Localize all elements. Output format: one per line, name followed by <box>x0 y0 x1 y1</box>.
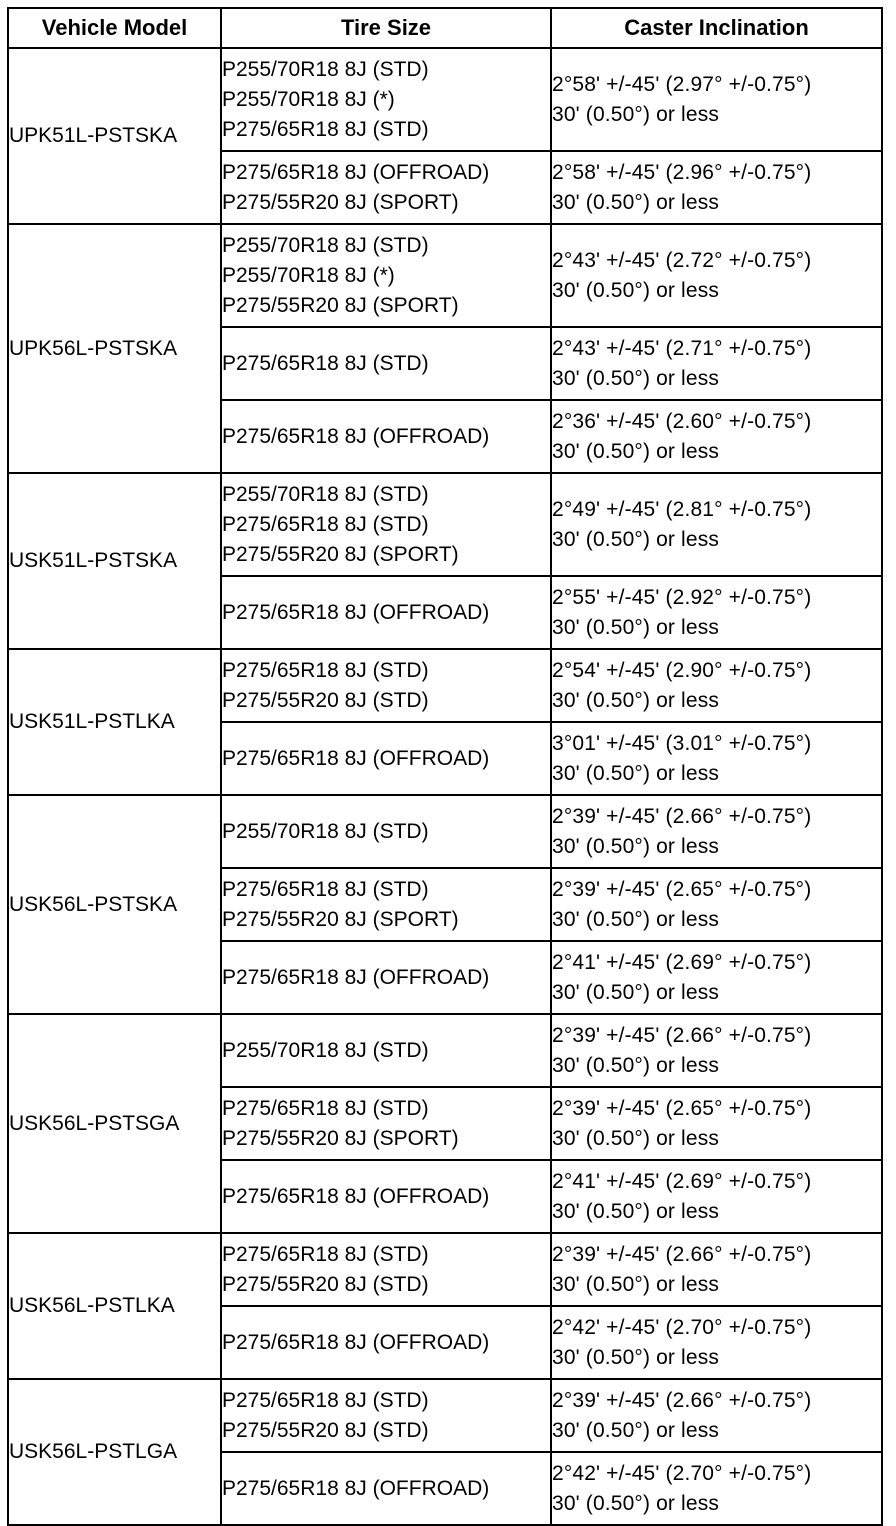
caster-angle-text: 2°39' +/-45' (2.65° +/-0.75°) <box>552 1096 812 1120</box>
caster-inclination-cell <box>551 400 882 473</box>
tire-size-cell <box>221 795 551 868</box>
table-row <box>8 1233 882 1306</box>
tire-size-text: P275/65R18 8J (STD) <box>222 877 429 901</box>
tire-size-cell <box>221 400 551 473</box>
tire-size-text: P255/70R18 8J (STD) <box>222 233 429 257</box>
tire-size-text: P275/65R18 8J (STD) <box>222 351 429 375</box>
tire-size-text: P275/65R18 8J (OFFROAD) <box>222 965 490 989</box>
tire-size-text: P255/70R18 8J (*) <box>222 87 395 111</box>
caster-inclination-cell <box>551 1087 882 1160</box>
caster-inclination-cell <box>551 473 882 576</box>
caster-angle-text: 2°36' +/-45' (2.60° +/-0.75°) <box>552 409 812 433</box>
caster-spec-table <box>7 7 883 1526</box>
tire-size-cell <box>221 1160 551 1233</box>
tire-size-text: P275/55R20 8J (STD) <box>222 1272 429 1296</box>
caster-tolerance-text: 30' (0.50°) or less <box>552 1491 719 1515</box>
table-row <box>8 795 882 868</box>
caster-inclination-cell <box>551 327 882 400</box>
tire-size-text: P275/65R18 8J (STD) <box>222 117 429 141</box>
caster-angle-text: 2°43' +/-45' (2.71° +/-0.75°) <box>552 336 812 360</box>
caster-inclination-cell <box>551 1233 882 1306</box>
tire-size-cell <box>221 1379 551 1452</box>
tire-size-cell <box>221 941 551 1014</box>
caster-tolerance-text: 30' (0.50°) or less <box>552 527 719 551</box>
caster-tolerance-text: 30' (0.50°) or less <box>552 980 719 1004</box>
tire-size-cell <box>221 48 551 151</box>
vehicle-model-cell: USK56L-PSTLKA <box>8 1233 221 1379</box>
caster-tolerance-text: 30' (0.50°) or less <box>552 615 719 639</box>
table-row <box>8 48 882 151</box>
tire-size-text: P275/65R18 8J (OFFROAD) <box>222 600 490 624</box>
tire-size-text: P255/70R18 8J (STD) <box>222 1038 429 1062</box>
caster-tolerance-text: 30' (0.50°) or less <box>552 688 719 712</box>
table-row <box>8 649 882 722</box>
tire-size-text: P275/55R20 8J (SPORT) <box>222 907 459 931</box>
tire-size-cell <box>221 576 551 649</box>
caster-tolerance-text: 30' (0.50°) or less <box>552 1199 719 1223</box>
vehicle-model-cell: UPK51L-PSTSKA <box>8 48 221 224</box>
caster-inclination-cell <box>551 48 882 151</box>
caster-angle-text: 2°39' +/-45' (2.66° +/-0.75°) <box>552 804 812 828</box>
tire-size-text: P275/65R18 8J (OFFROAD) <box>222 160 490 184</box>
vehicle-model-cell: USK56L-PSTSGA <box>8 1014 221 1233</box>
tire-size-text: P275/65R18 8J (OFFROAD) <box>222 1476 490 1500</box>
caster-tolerance-text: 30' (0.50°) or less <box>552 1345 719 1369</box>
header-tire-size: Tire Size <box>221 8 551 48</box>
caster-angle-text: 2°58' +/-45' (2.97° +/-0.75°) <box>552 72 812 96</box>
tire-size-text: P275/55R20 8J (STD) <box>222 688 429 712</box>
tire-size-text: P275/65R18 8J (OFFROAD) <box>222 424 490 448</box>
tire-size-text: P255/70R18 8J (STD) <box>222 819 429 843</box>
table-row <box>8 1014 882 1087</box>
header-vehicle-model: Vehicle Model <box>8 8 221 48</box>
caster-angle-text: 2°55' +/-45' (2.92° +/-0.75°) <box>552 585 812 609</box>
caster-tolerance-text: 30' (0.50°) or less <box>552 1272 719 1296</box>
tire-size-cell <box>221 224 551 327</box>
tire-size-cell <box>221 327 551 400</box>
caster-inclination-cell <box>551 1452 882 1525</box>
caster-tolerance-text: 30' (0.50°) or less <box>552 1053 719 1077</box>
tire-size-text: P275/65R18 8J (STD) <box>222 1096 429 1120</box>
caster-tolerance-text: 30' (0.50°) or less <box>552 1418 719 1442</box>
tire-size-cell <box>221 868 551 941</box>
caster-angle-text: 2°41' +/-45' (2.69° +/-0.75°) <box>552 1169 812 1193</box>
caster-angle-text: 2°42' +/-45' (2.70° +/-0.75°) <box>552 1461 812 1485</box>
tire-size-text: P255/70R18 8J (STD) <box>222 482 429 506</box>
tire-size-cell <box>221 722 551 795</box>
tire-size-cell <box>221 473 551 576</box>
caster-inclination-cell <box>551 1306 882 1379</box>
caster-tolerance-text: 30' (0.50°) or less <box>552 761 719 785</box>
tire-size-text: P275/55R20 8J (SPORT) <box>222 542 459 566</box>
tire-size-text: P255/70R18 8J (*) <box>222 263 395 287</box>
caster-angle-text: 2°41' +/-45' (2.69° +/-0.75°) <box>552 950 812 974</box>
tire-size-cell <box>221 1306 551 1379</box>
caster-inclination-cell <box>551 941 882 1014</box>
caster-angle-text: 2°58' +/-45' (2.96° +/-0.75°) <box>552 160 812 184</box>
tire-size-text: P275/65R18 8J (STD) <box>222 512 429 536</box>
caster-tolerance-text: 30' (0.50°) or less <box>552 278 719 302</box>
tire-size-text: P275/65R18 8J (OFFROAD) <box>222 1330 490 1354</box>
vehicle-model-cell: USK51L-PSTLKA <box>8 649 221 795</box>
tire-size-cell <box>221 151 551 224</box>
caster-inclination-cell <box>551 576 882 649</box>
tire-size-cell <box>221 649 551 722</box>
tire-size-text: P275/65R18 8J (STD) <box>222 1388 429 1412</box>
caster-angle-text: 2°49' +/-45' (2.81° +/-0.75°) <box>552 497 812 521</box>
caster-tolerance-text: 30' (0.50°) or less <box>552 1126 719 1150</box>
caster-angle-text: 2°42' +/-45' (2.70° +/-0.75°) <box>552 1315 812 1339</box>
caster-tolerance-text: 30' (0.50°) or less <box>552 102 719 126</box>
table-row <box>8 224 882 327</box>
tire-size-cell <box>221 1014 551 1087</box>
caster-inclination-cell <box>551 1160 882 1233</box>
caster-angle-text: 3°01' +/-45' (3.01° +/-0.75°) <box>552 731 812 755</box>
caster-angle-text: 2°39' +/-45' (2.65° +/-0.75°) <box>552 877 812 901</box>
header-row <box>8 8 882 48</box>
tire-size-cell <box>221 1087 551 1160</box>
caster-inclination-cell <box>551 1379 882 1452</box>
caster-angle-text: 2°39' +/-45' (2.66° +/-0.75°) <box>552 1023 812 1047</box>
tire-size-text: P275/65R18 8J (OFFROAD) <box>222 746 490 770</box>
tire-size-cell <box>221 1233 551 1306</box>
caster-angle-text: 2°54' +/-45' (2.90° +/-0.75°) <box>552 658 812 682</box>
vehicle-model-cell: USK56L-PSTLGA <box>8 1379 221 1525</box>
tire-size-text: P275/55R20 8J (SPORT) <box>222 293 459 317</box>
tire-size-text: P275/55R20 8J (SPORT) <box>222 190 459 214</box>
caster-tolerance-text: 30' (0.50°) or less <box>552 439 719 463</box>
table-row <box>8 473 882 576</box>
tire-size-text: P275/55R20 8J (SPORT) <box>222 1126 459 1150</box>
caster-inclination-cell <box>551 868 882 941</box>
caster-angle-text: 2°39' +/-45' (2.66° +/-0.75°) <box>552 1388 812 1412</box>
tire-size-text: P275/65R18 8J (STD) <box>222 658 429 682</box>
caster-inclination-cell <box>551 795 882 868</box>
caster-inclination-cell <box>551 722 882 795</box>
caster-tolerance-text: 30' (0.50°) or less <box>552 907 719 931</box>
vehicle-model-cell: USK51L-PSTSKA <box>8 473 221 649</box>
tire-size-text: P275/65R18 8J (OFFROAD) <box>222 1184 490 1208</box>
header-caster-inclination: Caster Inclination <box>551 8 882 48</box>
tire-size-text: P275/55R20 8J (STD) <box>222 1418 429 1442</box>
table-body <box>8 48 882 1525</box>
caster-inclination-cell <box>551 224 882 327</box>
caster-angle-text: 2°43' +/-45' (2.72° +/-0.75°) <box>552 248 812 272</box>
caster-inclination-cell <box>551 649 882 722</box>
vehicle-model-cell: UPK56L-PSTSKA <box>8 224 221 473</box>
caster-angle-text: 2°39' +/-45' (2.66° +/-0.75°) <box>552 1242 812 1266</box>
table-row <box>8 1379 882 1452</box>
tire-size-text: P275/65R18 8J (STD) <box>222 1242 429 1266</box>
tire-size-text: P255/70R18 8J (STD) <box>222 57 429 81</box>
vehicle-model-cell: USK56L-PSTSKA <box>8 795 221 1014</box>
caster-tolerance-text: 30' (0.50°) or less <box>552 366 719 390</box>
caster-inclination-cell <box>551 1014 882 1087</box>
caster-tolerance-text: 30' (0.50°) or less <box>552 190 719 214</box>
caster-inclination-cell <box>551 151 882 224</box>
tire-size-cell <box>221 1452 551 1525</box>
caster-tolerance-text: 30' (0.50°) or less <box>552 834 719 858</box>
